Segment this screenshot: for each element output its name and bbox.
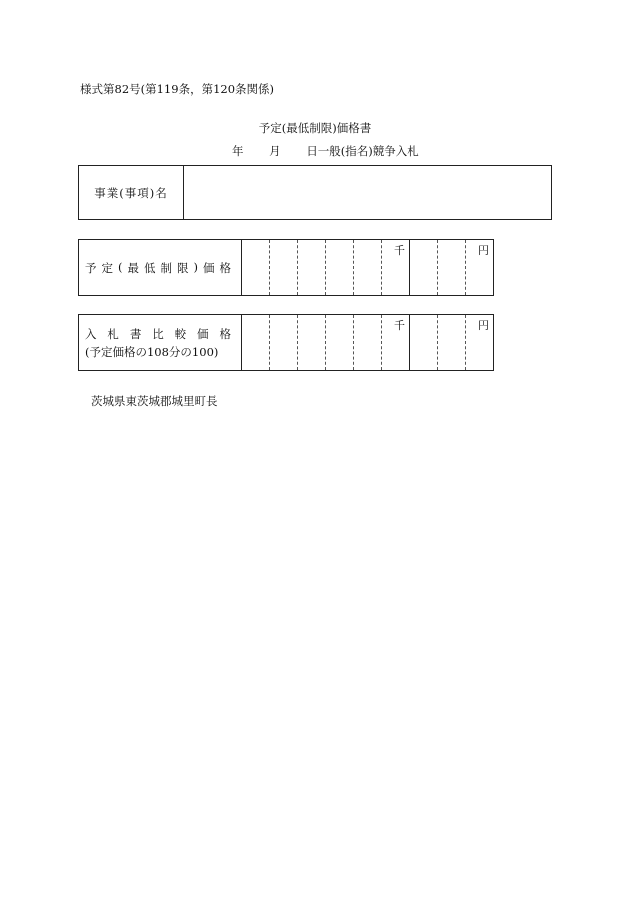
label-char: ) xyxy=(193,259,198,274)
digit-cell-yen[interactable] xyxy=(466,240,494,296)
label-char: 定 xyxy=(101,260,113,275)
digit-cell[interactable] xyxy=(270,240,298,296)
thousand-unit-label: 千 xyxy=(394,244,405,257)
label-char: 予 xyxy=(85,260,97,275)
digit-cell[interactable] xyxy=(438,240,466,296)
label-char: 価 xyxy=(197,326,209,341)
date-month-label: 月 xyxy=(269,144,281,158)
planned-price-label xyxy=(79,240,242,296)
date-day-and-bid-type: 日一般(指名)競争入札 xyxy=(306,144,419,158)
signatory: 茨城県東茨城郡城里町長 xyxy=(91,394,218,408)
label-char: 入 xyxy=(85,326,97,341)
label-char: 格 xyxy=(219,326,231,341)
yen-unit-label: 円 xyxy=(478,244,489,257)
date-year-label: 年 xyxy=(232,144,244,158)
comparison-price-sublabel: (予定価格の108分の100) xyxy=(85,344,219,359)
digit-cell[interactable] xyxy=(242,315,270,371)
label-char: 低 xyxy=(144,260,156,275)
digit-cell-yen[interactable] xyxy=(466,315,494,371)
label-char: 札 xyxy=(107,326,119,341)
comparison-price-label-text xyxy=(85,326,231,342)
digit-cell[interactable] xyxy=(298,315,326,371)
digit-cell[interactable] xyxy=(326,240,354,296)
label-char: 格 xyxy=(219,260,231,275)
label-char: 価 xyxy=(203,260,215,275)
digit-cell[interactable] xyxy=(410,315,438,371)
label-char: 較 xyxy=(174,326,187,341)
digit-cell[interactable] xyxy=(298,240,326,296)
planned-price-label-text xyxy=(85,260,231,276)
label-char: 書 xyxy=(129,326,142,341)
thousand-unit-label: 千 xyxy=(394,319,405,332)
document-title: 予定(最低制限)価格書 xyxy=(258,121,372,135)
planned-price-table xyxy=(78,239,494,296)
comparison-price-table xyxy=(78,314,494,371)
form-number: 様式第82号(第119条，第120条関係) xyxy=(80,82,275,96)
digit-cell[interactable] xyxy=(438,315,466,371)
digit-cell[interactable] xyxy=(326,315,354,371)
digit-cell[interactable] xyxy=(410,240,438,296)
comparison-price-label xyxy=(79,315,242,371)
digit-cell-thousand[interactable] xyxy=(382,240,410,296)
project-name-label: 事業(事項)名 xyxy=(79,166,184,220)
project-name-table xyxy=(78,165,552,220)
date-line xyxy=(232,143,419,159)
digit-cell[interactable] xyxy=(354,240,382,296)
digit-cell[interactable] xyxy=(270,315,298,371)
digit-cell[interactable] xyxy=(242,240,270,296)
label-char: ( xyxy=(118,259,123,274)
yen-unit-label: 円 xyxy=(478,319,489,332)
project-name-field[interactable] xyxy=(184,166,552,220)
label-char: 比 xyxy=(152,326,164,341)
label-char: 制 xyxy=(160,260,172,275)
label-char: 限 xyxy=(177,260,189,275)
label-char: 最 xyxy=(127,260,139,275)
digit-cell[interactable] xyxy=(354,315,382,371)
digit-cell-thousand[interactable] xyxy=(382,315,410,371)
